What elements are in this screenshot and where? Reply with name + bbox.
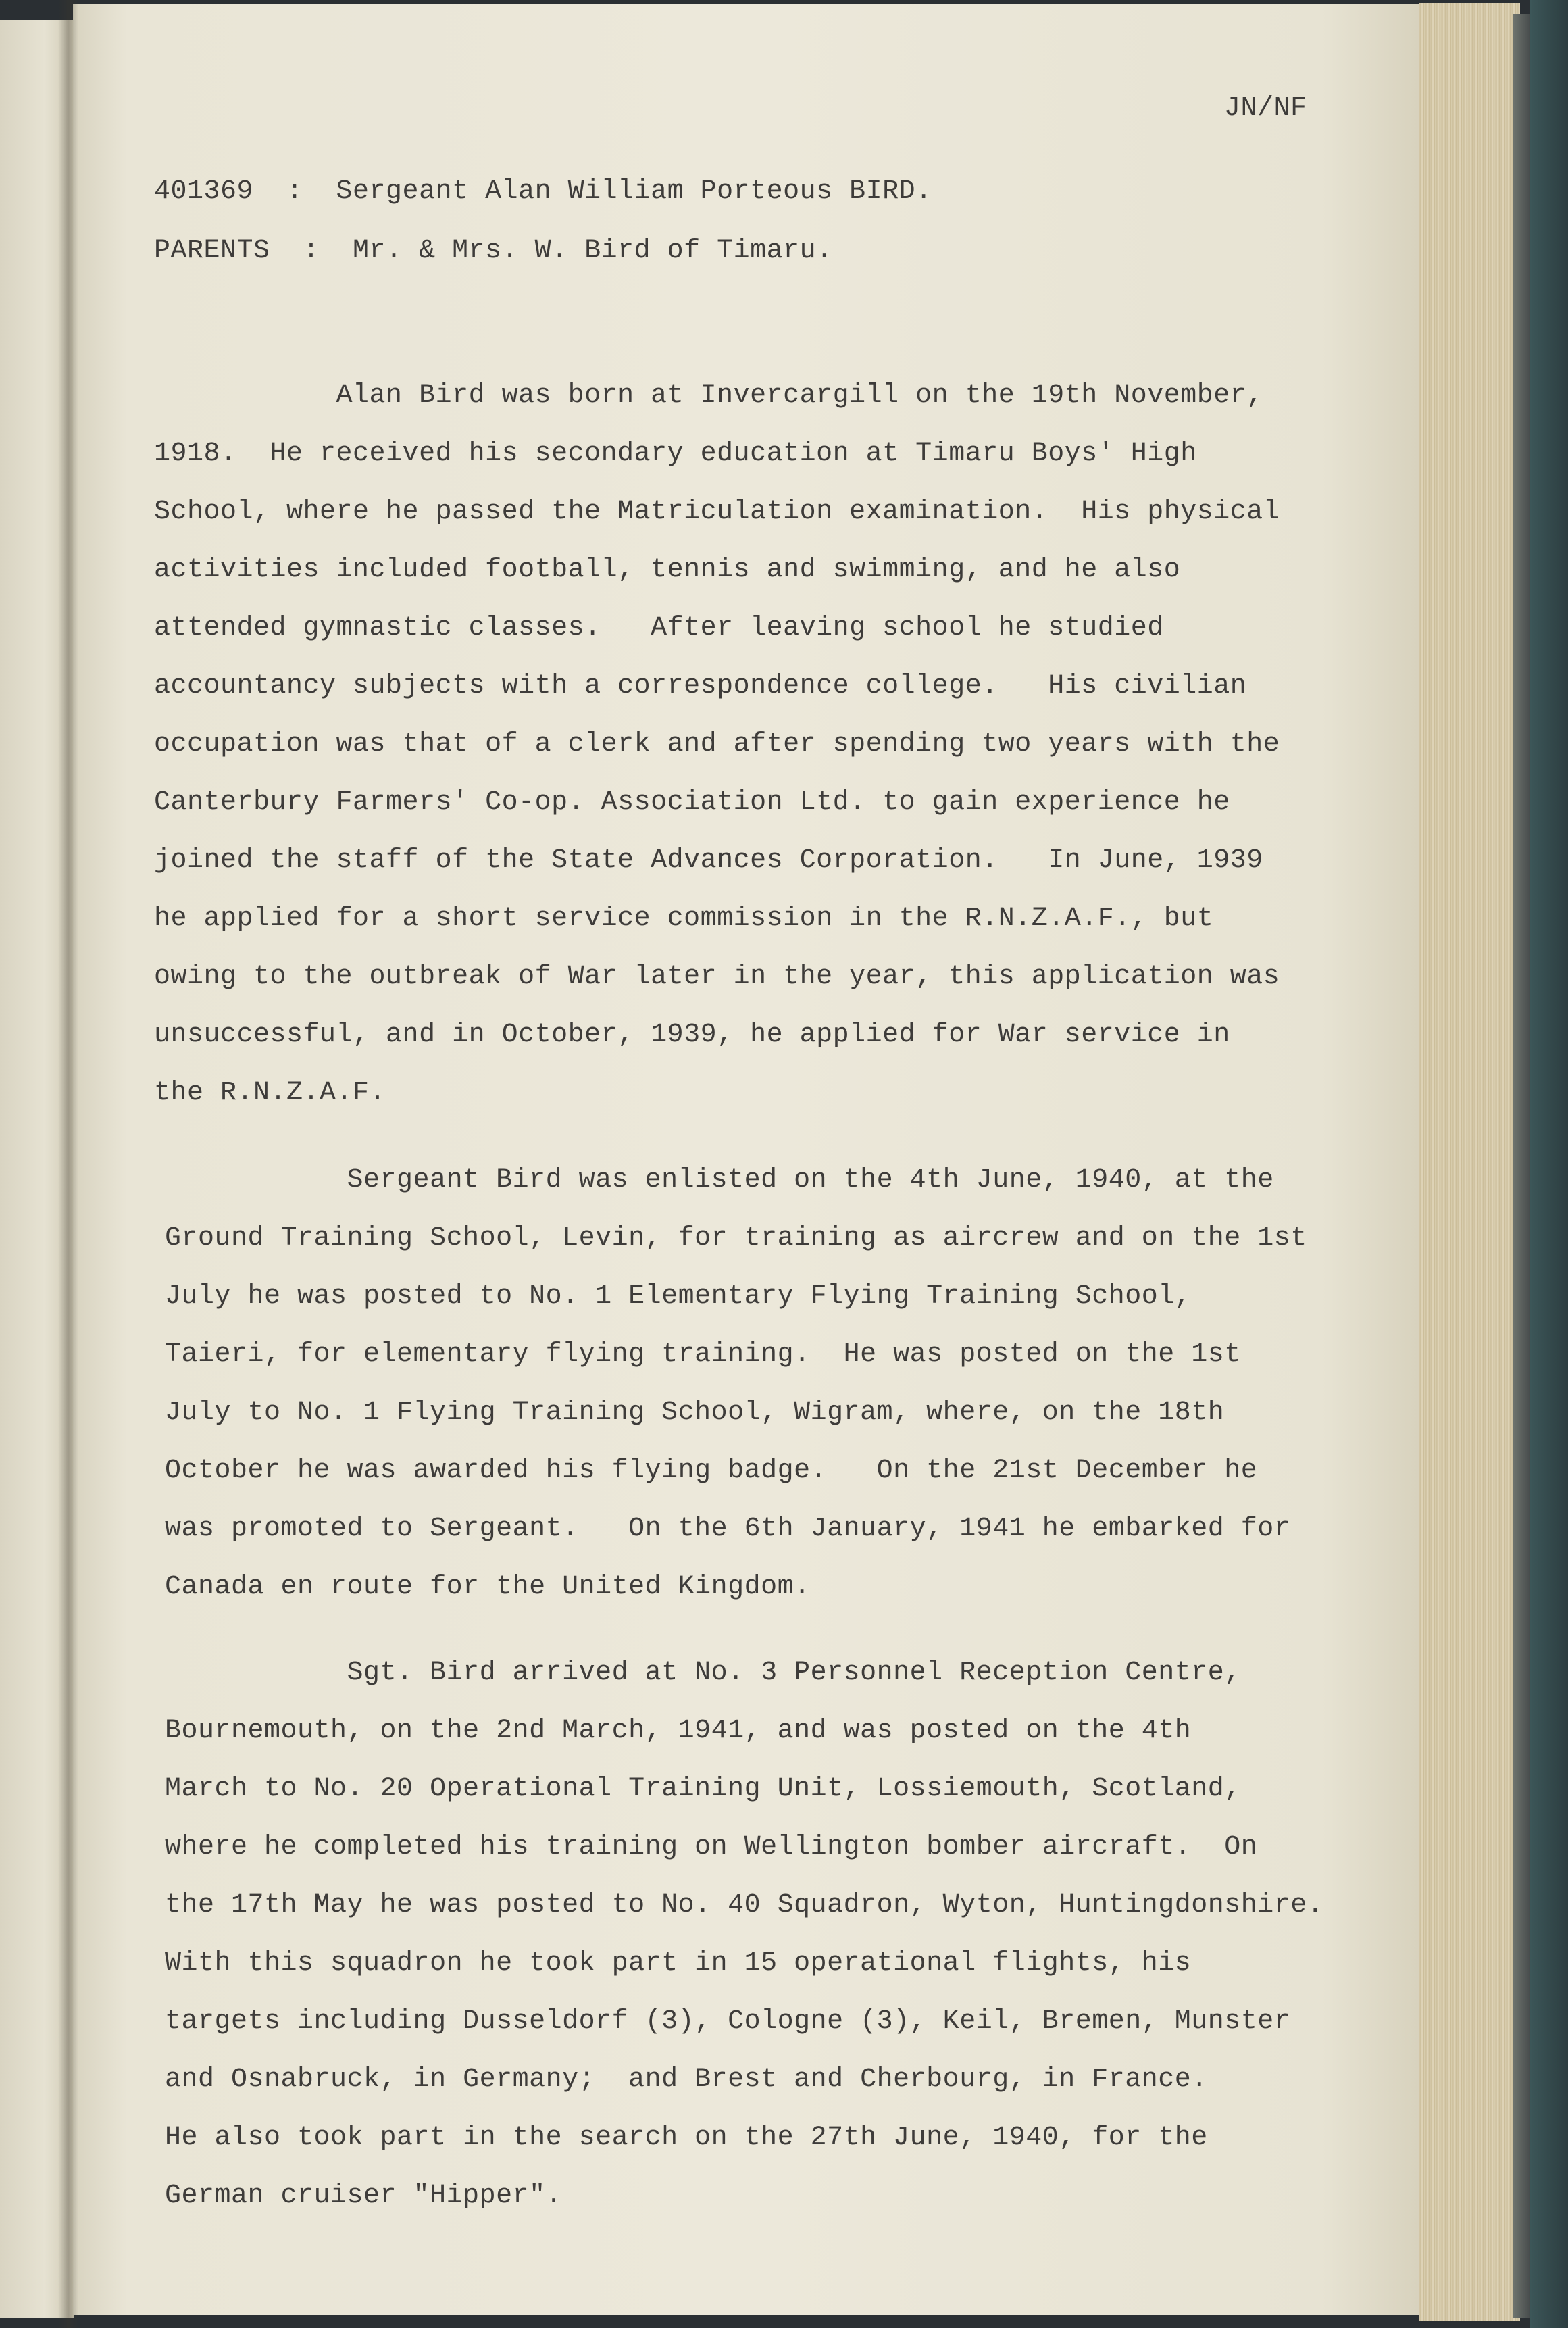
text-line: Ground Training School, Levin, for training as aircrew and on the 1st: [165, 1223, 1307, 1254]
text-line: unsuccessful, and in October, 1939, he applied for War service in: [154, 1020, 1230, 1050]
text-line: 1918. He received his secondary education at Timaru Boys' High: [154, 439, 1197, 469]
text-line: was promoted to Sergeant. On the 6th January, 1941 he embarked for: [165, 1514, 1291, 1544]
text-line: Alan Bird was born at Invercargill on the 19th November,: [154, 380, 1263, 411]
text-line: July to No. 1 Flying Training School, Wigram, where, on the 18th: [165, 1397, 1225, 1428]
text-line: where he completed his training on Wellington bomber aircraft. On: [165, 1832, 1258, 1862]
text-line: attended gymnastic classes. After leaving school he studied: [154, 613, 1164, 643]
text-line: He also took part in the search on the 27th June, 1940, for the: [165, 2123, 1208, 2153]
book-gutter: [58, 0, 78, 2328]
service-number-line: 401369 : Sergeant Alan William Porteous BIRD.: [154, 176, 932, 207]
text-line: joined the staff of the State Advances Corporation. In June, 1939: [154, 845, 1263, 876]
text-line: the 17th May he was posted to No. 40 Squadron, Wyton, Huntingdonshire.: [165, 1890, 1324, 1921]
text-line: German cruiser "Hipper".: [165, 2181, 563, 2211]
text-line: occupation was that of a clerk and after spending two years with the: [154, 729, 1280, 760]
text-line: July he was posted to No. 1 Elementary Flying Training School,: [165, 1281, 1192, 1312]
text-line: owing to the outbreak of War later in the year, this application was: [154, 962, 1280, 992]
parents-line: PARENTS : Mr. & Mrs. W. Bird of Timaru.: [154, 236, 833, 266]
text-line: and Osnabruck, in Germany; and Brest and Cherbourg, in France.: [165, 2064, 1208, 2095]
paragraph-2: [165, 1151, 1307, 1616]
paragraph-3: [165, 1644, 1323, 2225]
text-line: accountancy subjects with a correspondence college. His civilian: [154, 671, 1247, 701]
text-line: he applied for a short service commission in the R.N.Z.A.F., but: [154, 903, 1214, 934]
text-line: Taieri, for elementary flying training. He was posted on the 1st: [165, 1339, 1241, 1370]
reference-code: JN/NF: [1224, 93, 1307, 124]
text-line: October he was awarded his flying badge. On the 21st December he: [165, 1456, 1258, 1486]
text-line: Sgt. Bird arrived at No. 3 Personnel Reception Centre,: [165, 1658, 1241, 1688]
book-cover: [1530, 0, 1568, 2328]
text-line: Canada en route for the United Kingdom.: [165, 1572, 811, 1602]
text-line: activities included football, tennis and swimming, and he also: [154, 555, 1181, 585]
page-stack-edge: [1419, 3, 1520, 2321]
paragraph-1: [154, 367, 1280, 1122]
text-line: Sergeant Bird was enlisted on the 4th June, 1940, at the: [165, 1165, 1274, 1195]
text-line: Canterbury Farmers' Co-op. Association Ltd. to gain experience he: [154, 787, 1230, 818]
text-line: targets including Dusseldorf (3), Cologne (3), Keil, Bremen, Munster: [165, 2006, 1291, 2037]
text-line: School, where he passed the Matriculation examination. His physical: [154, 497, 1280, 527]
text-line: the R.N.Z.A.F.: [154, 1078, 386, 1108]
text-line: March to No. 20 Operational Training Unit, Lossiemouth, Scotland,: [165, 1774, 1241, 1804]
text-line: Bournemouth, on the 2nd March, 1941, and was posted on the 4th: [165, 1716, 1192, 1746]
text-line: With this squadron he took part in 15 operational flights, his: [165, 1948, 1192, 1979]
